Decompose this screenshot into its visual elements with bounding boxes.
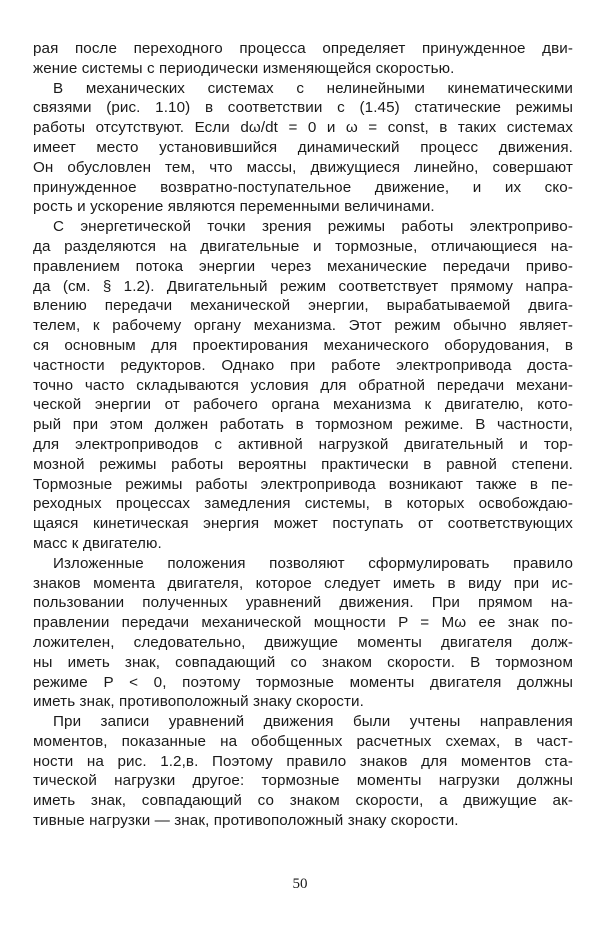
text-line: пользовании полученных уравнений движения. При прямом на- xyxy=(33,594,573,612)
text-line: моментов, показанные на обобщенных расчетных схемах, в част- xyxy=(33,732,573,750)
text-line: работы отсутствуют. Если dω/dt = 0 и ω = const, в таких системах xyxy=(33,119,573,137)
text-line: ческой энергии от рабочего органа механизма к двигателю, кото- xyxy=(33,396,573,414)
page-body xyxy=(33,39,573,831)
text-line: рая после переходного процесса определяет принужденное дви- xyxy=(33,40,573,57)
text-line: для электроприводов с активной нагрузкой двигательный и тор- xyxy=(33,435,573,453)
text-line: да разделяются на двигательные и тормозные, отличающиеся на- xyxy=(33,237,573,255)
text-line: щаяся кинетическая энергия может поступать от соответствующих xyxy=(33,515,573,533)
text-line: связями (рис. 1.10) в соответствии с (1.45) статические режимы xyxy=(33,99,573,117)
text-line: Изложенные положения позволяют сформулировать правило xyxy=(53,554,573,572)
text-line: тивные нагрузки — знак, противоположный знаку скорости. xyxy=(33,812,459,830)
paragraph xyxy=(33,217,573,554)
text-line: мозной режимы работы вероятны практически в равной степени. xyxy=(33,455,573,473)
text-line: знаков момента двигателя, которое следует иметь в виду при ис- xyxy=(33,574,573,592)
text-line: ложителен, следовательно, движущие моменты двигателя долж- xyxy=(33,633,573,651)
text-line: телем, к рабочему органу механизма. Этот режим обычно являет- xyxy=(33,317,573,335)
page-number: 50 xyxy=(292,876,308,892)
text-line: ны иметь знак, совпадающий со знаком скорости. В тормозном xyxy=(33,653,573,671)
text-line: правлением потока энергии через механические передачи приво- xyxy=(33,257,573,275)
text-line: правлении передачи механической мощности P = Mω ее знак по- xyxy=(33,614,573,632)
text-line: иметь знак, противоположный знаку скорости. xyxy=(33,693,364,711)
text-line: принужденное возвратно-поступательное движение, и их ско- xyxy=(33,178,573,196)
text-line: имеет место установившийся динамический процесс движения. xyxy=(33,138,573,156)
text-line: иметь знак, совпадающий со знаком скорости, а движущие ак- xyxy=(33,792,573,810)
text-line: частности редукторов. Однако при работе электропривода доста- xyxy=(33,356,573,374)
paragraph xyxy=(33,554,573,712)
text-line: ности на рис. 1.2,в. Поэтому правило знаков для моментов ста- xyxy=(33,752,573,770)
paragraph xyxy=(33,79,573,218)
text-line: реходных процессах замедления системы, в которых освобождаю- xyxy=(33,495,573,513)
text-line: да (см. § 1.2). Двигательный режим соответствует прямому напра- xyxy=(33,277,573,295)
paragraph xyxy=(33,39,573,79)
text-line: С энергетической точки зрения режимы работы электроприво- xyxy=(53,218,573,236)
text-line: рый при этом должен работать в тормозном режиме. В частности, xyxy=(33,416,573,434)
text-line: В механических системах с нелинейными кинематическими xyxy=(53,79,573,97)
text-line: влению передачи механической энергии, вырабатываемой двига- xyxy=(33,297,573,315)
paragraph xyxy=(33,712,573,831)
text-line: Тормозные режимы работы электропривода возникают также в пе- xyxy=(33,475,573,493)
text-line: масс к двигателю. xyxy=(33,534,162,552)
text-line: режиме P < 0, поэтому тормозные моменты двигателя должны xyxy=(33,673,573,691)
text-line: рость и ускорение являются переменными величинами. xyxy=(33,198,435,216)
text-line: тической нагрузки другое: тормозные моменты нагрузки должны xyxy=(33,772,573,790)
text-line: точно часто складываются условия для обратной передачи механи- xyxy=(33,376,573,394)
text-line: жение системы с периодически изменяющейся скоростью. xyxy=(33,59,455,77)
text-line: Он обусловлен тем, что массы, движущиеся линейно, совершают xyxy=(33,158,573,176)
text-line: ся основным для проектирования механического оборудования, в xyxy=(33,336,573,354)
text-line: При записи уравнений движения были учтены направления xyxy=(53,713,573,731)
